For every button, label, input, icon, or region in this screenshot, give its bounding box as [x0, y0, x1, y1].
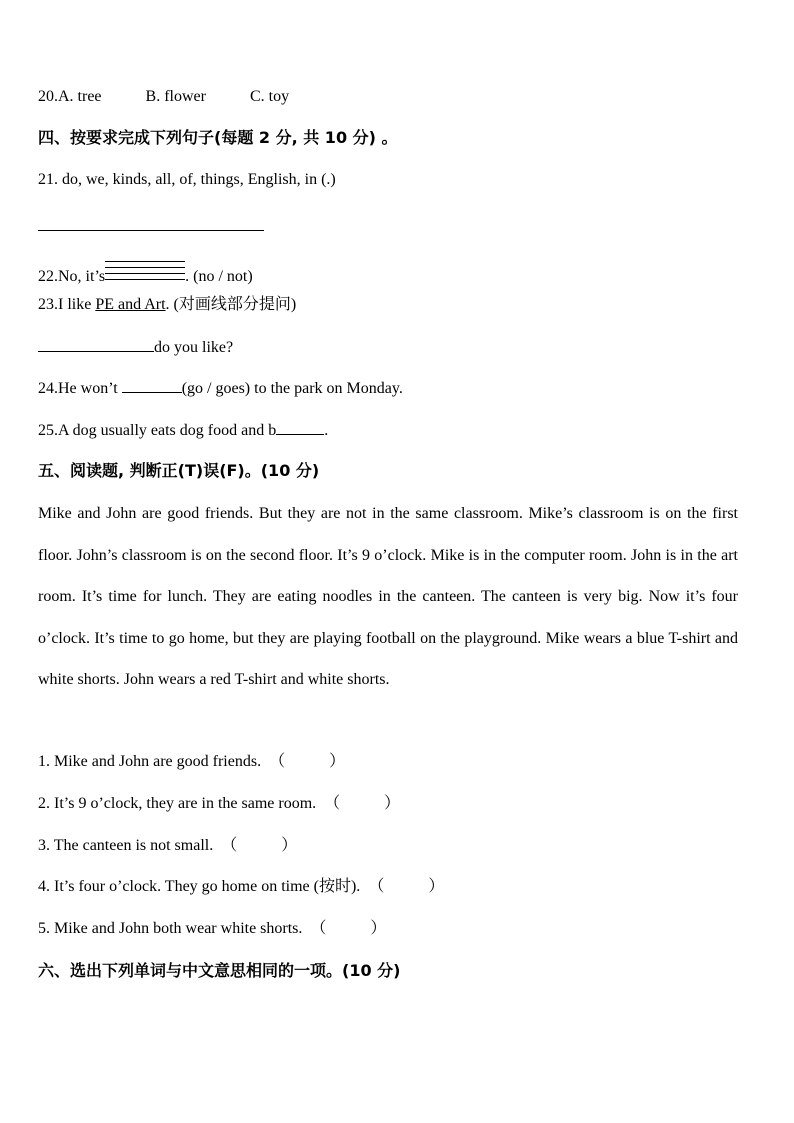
- question-25-suffix: .: [324, 422, 329, 439]
- question-23-answer: [38, 337, 233, 358]
- answer-paren-open: （: [310, 920, 327, 937]
- question-25: [38, 420, 328, 441]
- answer-paren-close: ）: [428, 878, 445, 895]
- option-b: B. flower: [145, 88, 206, 105]
- answer-paren-open: （: [368, 878, 385, 895]
- question-22-prefix: 22.No, it’s: [38, 268, 106, 285]
- answer-paren-open: （: [269, 753, 286, 770]
- question-25-prefix: 25.A dog usually eats dog food and b: [38, 422, 277, 439]
- answer-blank-23: [38, 337, 154, 352]
- answer-paren-close: ）: [384, 795, 401, 812]
- question-22: [38, 259, 253, 287]
- tf-item-2: [38, 794, 400, 814]
- tf-item-3: [38, 836, 297, 856]
- answer-paren-open: （: [324, 795, 341, 812]
- answer-blank-25: [276, 420, 324, 435]
- stacked-answer-lines: [105, 259, 185, 285]
- answer-line-21: [38, 216, 264, 231]
- question-20: [38, 87, 289, 107]
- option-a: A. tree: [58, 88, 102, 105]
- tf-item-5: [38, 919, 386, 939]
- section-5-heading: 五、阅读题, 判断正(T)误(F)。(10 分): [38, 461, 320, 480]
- question-24-prefix: 24.He won’t: [38, 380, 122, 397]
- underlined-phrase: PE and Art: [95, 296, 166, 313]
- tf-item-text: 2. It’s 9 o’clock, they are in the same room.: [38, 795, 317, 812]
- question-24-suffix: (go / goes) to the park on Monday.: [181, 380, 403, 397]
- question-23-answer-suffix: do you like?: [154, 339, 234, 356]
- question-22-suffix: . (no / not): [185, 268, 253, 285]
- tf-item-text: 5. Mike and John both wear white shorts.: [38, 920, 303, 937]
- section-4-heading: 四、按要求完成下列句子(每题 2 分, 共 10 分) 。: [38, 128, 398, 147]
- tf-item-4: [38, 877, 444, 897]
- answer-paren-close: ）: [370, 920, 387, 937]
- tf-item-text: 3. The canteen is not small.: [38, 837, 214, 854]
- question-23: [38, 295, 296, 315]
- question-21: 21. do, we, kinds, all, of, things, English, in (.): [38, 171, 336, 188]
- question-23-prefix: 23.I like: [38, 296, 96, 313]
- question-23-suffix: . (对画线部分提问): [165, 296, 297, 313]
- question-number: 20.: [38, 88, 58, 105]
- answer-paren-open: （: [221, 837, 238, 854]
- question-24: [38, 378, 403, 399]
- tf-item-text: 4. It’s four o’clock. They go home on time (按时).: [38, 878, 361, 895]
- answer-blank-24: [122, 378, 182, 393]
- option-c: C. toy: [249, 88, 290, 105]
- answer-paren-close: ）: [281, 837, 298, 854]
- section-6-heading: 六、选出下列单词与中文意思相同的一项。(10 分): [38, 961, 401, 980]
- reading-passage: Mike and John are good friends. But they are not in the same classroom. Mike’s classroom is on the first floor. John’s classroom is on the second floor. It’s 9 o’clock. Mike is in the computer room. John is in the art room. It’s time for lunch. They are eating noodles in the canteen. The canteen is very big. Now it’s four o’clock. It’s time to go home, but they are playing football on the playground. Mike wears a blue T-shirt and white shorts. John wears a red T-shirt and white shorts.: [38, 505, 738, 688]
- answer-paren-close: ）: [329, 753, 346, 770]
- tf-item-1: [38, 752, 345, 772]
- tf-item-text: 1. Mike and John are good friends.: [38, 753, 262, 770]
